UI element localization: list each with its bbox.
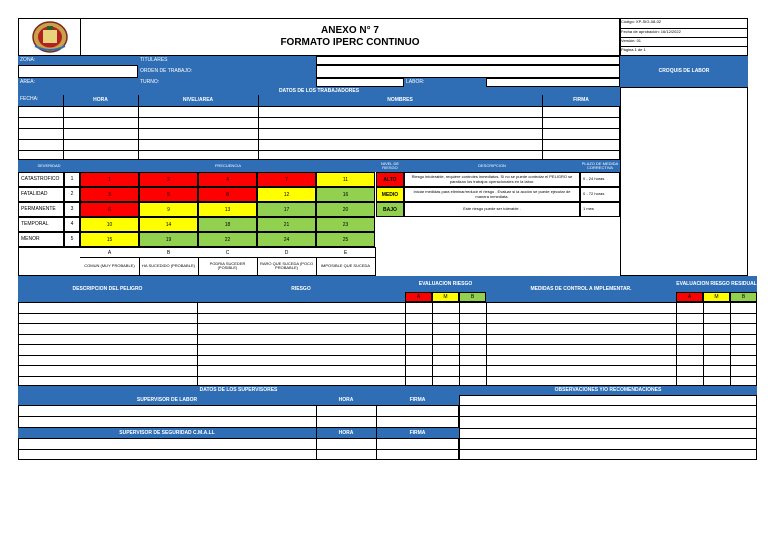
matrix-cell: 25 [316, 232, 375, 247]
zona-field[interactable] [18, 65, 138, 78]
area-label: AREA: [18, 78, 138, 87]
risk-level-header: NIVEL DE RIESGO [376, 160, 404, 172]
seg-firma-header: FIRMA [376, 428, 459, 438]
eval-header: EVALUACION RIESGO [405, 276, 486, 292]
matrix-cell: 11 [316, 172, 375, 187]
risk-plazo: 0 - 24 horas [580, 172, 620, 187]
matrix-cell: 9 [139, 202, 198, 217]
matrix-cell: 18 [198, 217, 257, 232]
matrix-cell: 24 [257, 232, 316, 247]
risk-description: Riesgo intolerable, requiere controles inmediatos. Si no se puede controlar el PELIGRO se paralizan los trabajos operacionales en la labor. [404, 172, 580, 187]
risk-description: Iniciar medidas para eliminar/reducir el riesgo . Evaluar si la acción se puede ejecutar de manera inmediata. [404, 187, 580, 202]
col-nivel: NIVEL/AREA [182, 97, 214, 103]
severity-number: 2 [64, 187, 80, 202]
labor-field[interactable] [486, 78, 620, 87]
severity-header: SEVERIDAD [18, 160, 80, 172]
frequency-label: HA SUCEDIDO (PROBABLE) [142, 262, 195, 268]
matrix-cell: 5 [139, 187, 198, 202]
orden-field[interactable] [316, 65, 620, 78]
risk-level-medio: MEDIO [376, 187, 404, 202]
severity-number: 3 [64, 202, 80, 217]
observations-header: OBSERVACIONES Y/O RECOMENDACIONES [459, 386, 757, 395]
eval-a: A [405, 292, 432, 302]
doc-version: Versión: 01 [621, 38, 642, 43]
frequency-letter: E [343, 249, 348, 256]
frequency-label: COMUN (MUY PROBABLE) [84, 262, 135, 268]
col-nombres: NOMBRES [387, 97, 413, 103]
matrix-cell: 21 [257, 217, 316, 232]
doc-page: Página 1 de 1 [621, 47, 646, 52]
croquis-area[interactable] [620, 87, 748, 276]
supervisor-labor-header: SUPERVISOR DE LABOR [18, 395, 316, 405]
matrix-cell: 8 [198, 187, 257, 202]
turno-label: TURNO: [138, 78, 316, 87]
severity-number: 5 [64, 232, 80, 247]
labor-label: LABOR: [404, 78, 486, 87]
matrix-cell: 6 [80, 202, 139, 217]
page-subtitle: FORMATO IPERC CONTINUO [280, 37, 420, 48]
risk-plazo: 0 - 72 horas [580, 187, 620, 202]
severity-label: FATALIDAD [18, 187, 64, 202]
doc-code: Código: XP-SIG-08-02 [621, 19, 662, 24]
zona-label: ZONA: [18, 56, 138, 65]
turno-field[interactable] [316, 78, 404, 87]
col-fecha: FECHA: [20, 96, 39, 102]
frequency-label: PODRIA SUCEDER (POSIBLE) [209, 260, 246, 270]
severity-label: MENOR [18, 232, 64, 247]
frequency-letter: C [225, 249, 230, 256]
risk-level-bajo: BAJO [376, 202, 404, 217]
matrix-cell: 10 [80, 217, 139, 232]
risk-plazo: 1 mes [580, 202, 620, 217]
medidas-header: MEDIDAS DE CONTROL A IMPLEMENTAR. [486, 276, 676, 302]
croquis-header: CROQUIS DE LABOR [620, 56, 748, 87]
matrix-cell: 20 [316, 202, 375, 217]
labor-hora-header: HORA [316, 395, 376, 405]
hazard-risk-header: RIESGO [197, 276, 405, 302]
eval-res-a: A [676, 292, 703, 302]
col-hora: HORA [93, 97, 108, 103]
seg-hora-header: HORA [316, 428, 376, 438]
frequency-label-box [18, 247, 376, 276]
matrix-cell: 22 [198, 232, 257, 247]
frequency-letter: B [166, 249, 171, 256]
matrix-cell: 23 [316, 217, 375, 232]
risk-description: Este riesgo puede ser tolerable . [404, 202, 580, 217]
eval-residual-header: EVALUACION RIESGO RESIDUAL [676, 276, 757, 292]
risk-plazo-header: PLAZO DE MEDIDA CORRECTIVA [581, 160, 619, 170]
matrix-cell: 19 [139, 232, 198, 247]
risk-desc-header: DESCRIPCION [404, 160, 580, 172]
frequency-label: IMPOSIBLE QUE SUCEDA [320, 262, 371, 268]
matrix-cell: 2 [139, 172, 198, 187]
titulares-label: TITULARES [138, 56, 316, 65]
severity-label: CATASTROFICO [18, 172, 64, 187]
page-title: ANEXO N° 7 [321, 25, 379, 36]
severity-label: PERMANENTE [18, 202, 64, 217]
workers-body[interactable] [18, 106, 620, 160]
frequency-letter: D [284, 249, 289, 256]
matrix-cell: 16 [316, 187, 375, 202]
matrix-cell: 17 [257, 202, 316, 217]
eval-res-b: B [730, 292, 757, 302]
approval-date: Fecha de aprobación: 16/12/2022 [621, 29, 681, 34]
matrix-cell: 4 [198, 172, 257, 187]
frequency-letter: A [107, 249, 112, 256]
matrix-cell: 13 [198, 202, 257, 217]
matrix-cell: 15 [80, 232, 139, 247]
matrix-cell: 14 [139, 217, 198, 232]
supervisors-title: DATOS DE LOS SUPERVISORES [18, 386, 459, 395]
col-firma: FIRMA [573, 97, 589, 103]
risk-level-alto: ALTO [376, 172, 404, 187]
orden-label: ORDEN DE TRABAJO: [138, 65, 316, 78]
eval-res-m: M [703, 292, 730, 302]
frequency-label: RARO QUE SUCEDA (POCO PROBABLE) [259, 260, 314, 270]
matrix-cell: 7 [257, 172, 316, 187]
hazard-desc-header: DESCRIPCION DEL PELIGRO [18, 276, 197, 302]
labor-firma-header: FIRMA [376, 395, 459, 405]
company-logo [24, 19, 76, 55]
workers-title: DATOS DE LOS TRABAJADORES [18, 87, 620, 95]
severity-label: TEMPORAL [18, 217, 64, 232]
matrix-cell: 12 [257, 187, 316, 202]
eval-m: M [432, 292, 459, 302]
supervisor-seguridad-header: SUPERVISOR DE SEGURIDAD C.M.A.LL [18, 428, 316, 438]
eval-b: B [459, 292, 486, 302]
titulares-field[interactable] [316, 56, 620, 65]
severity-number: 1 [64, 172, 80, 187]
matrix-cell: 3 [80, 187, 139, 202]
matrix-cell: 1 [80, 172, 139, 187]
severity-number: 4 [64, 217, 80, 232]
frequency-header: FRECUENCIA [80, 160, 376, 172]
